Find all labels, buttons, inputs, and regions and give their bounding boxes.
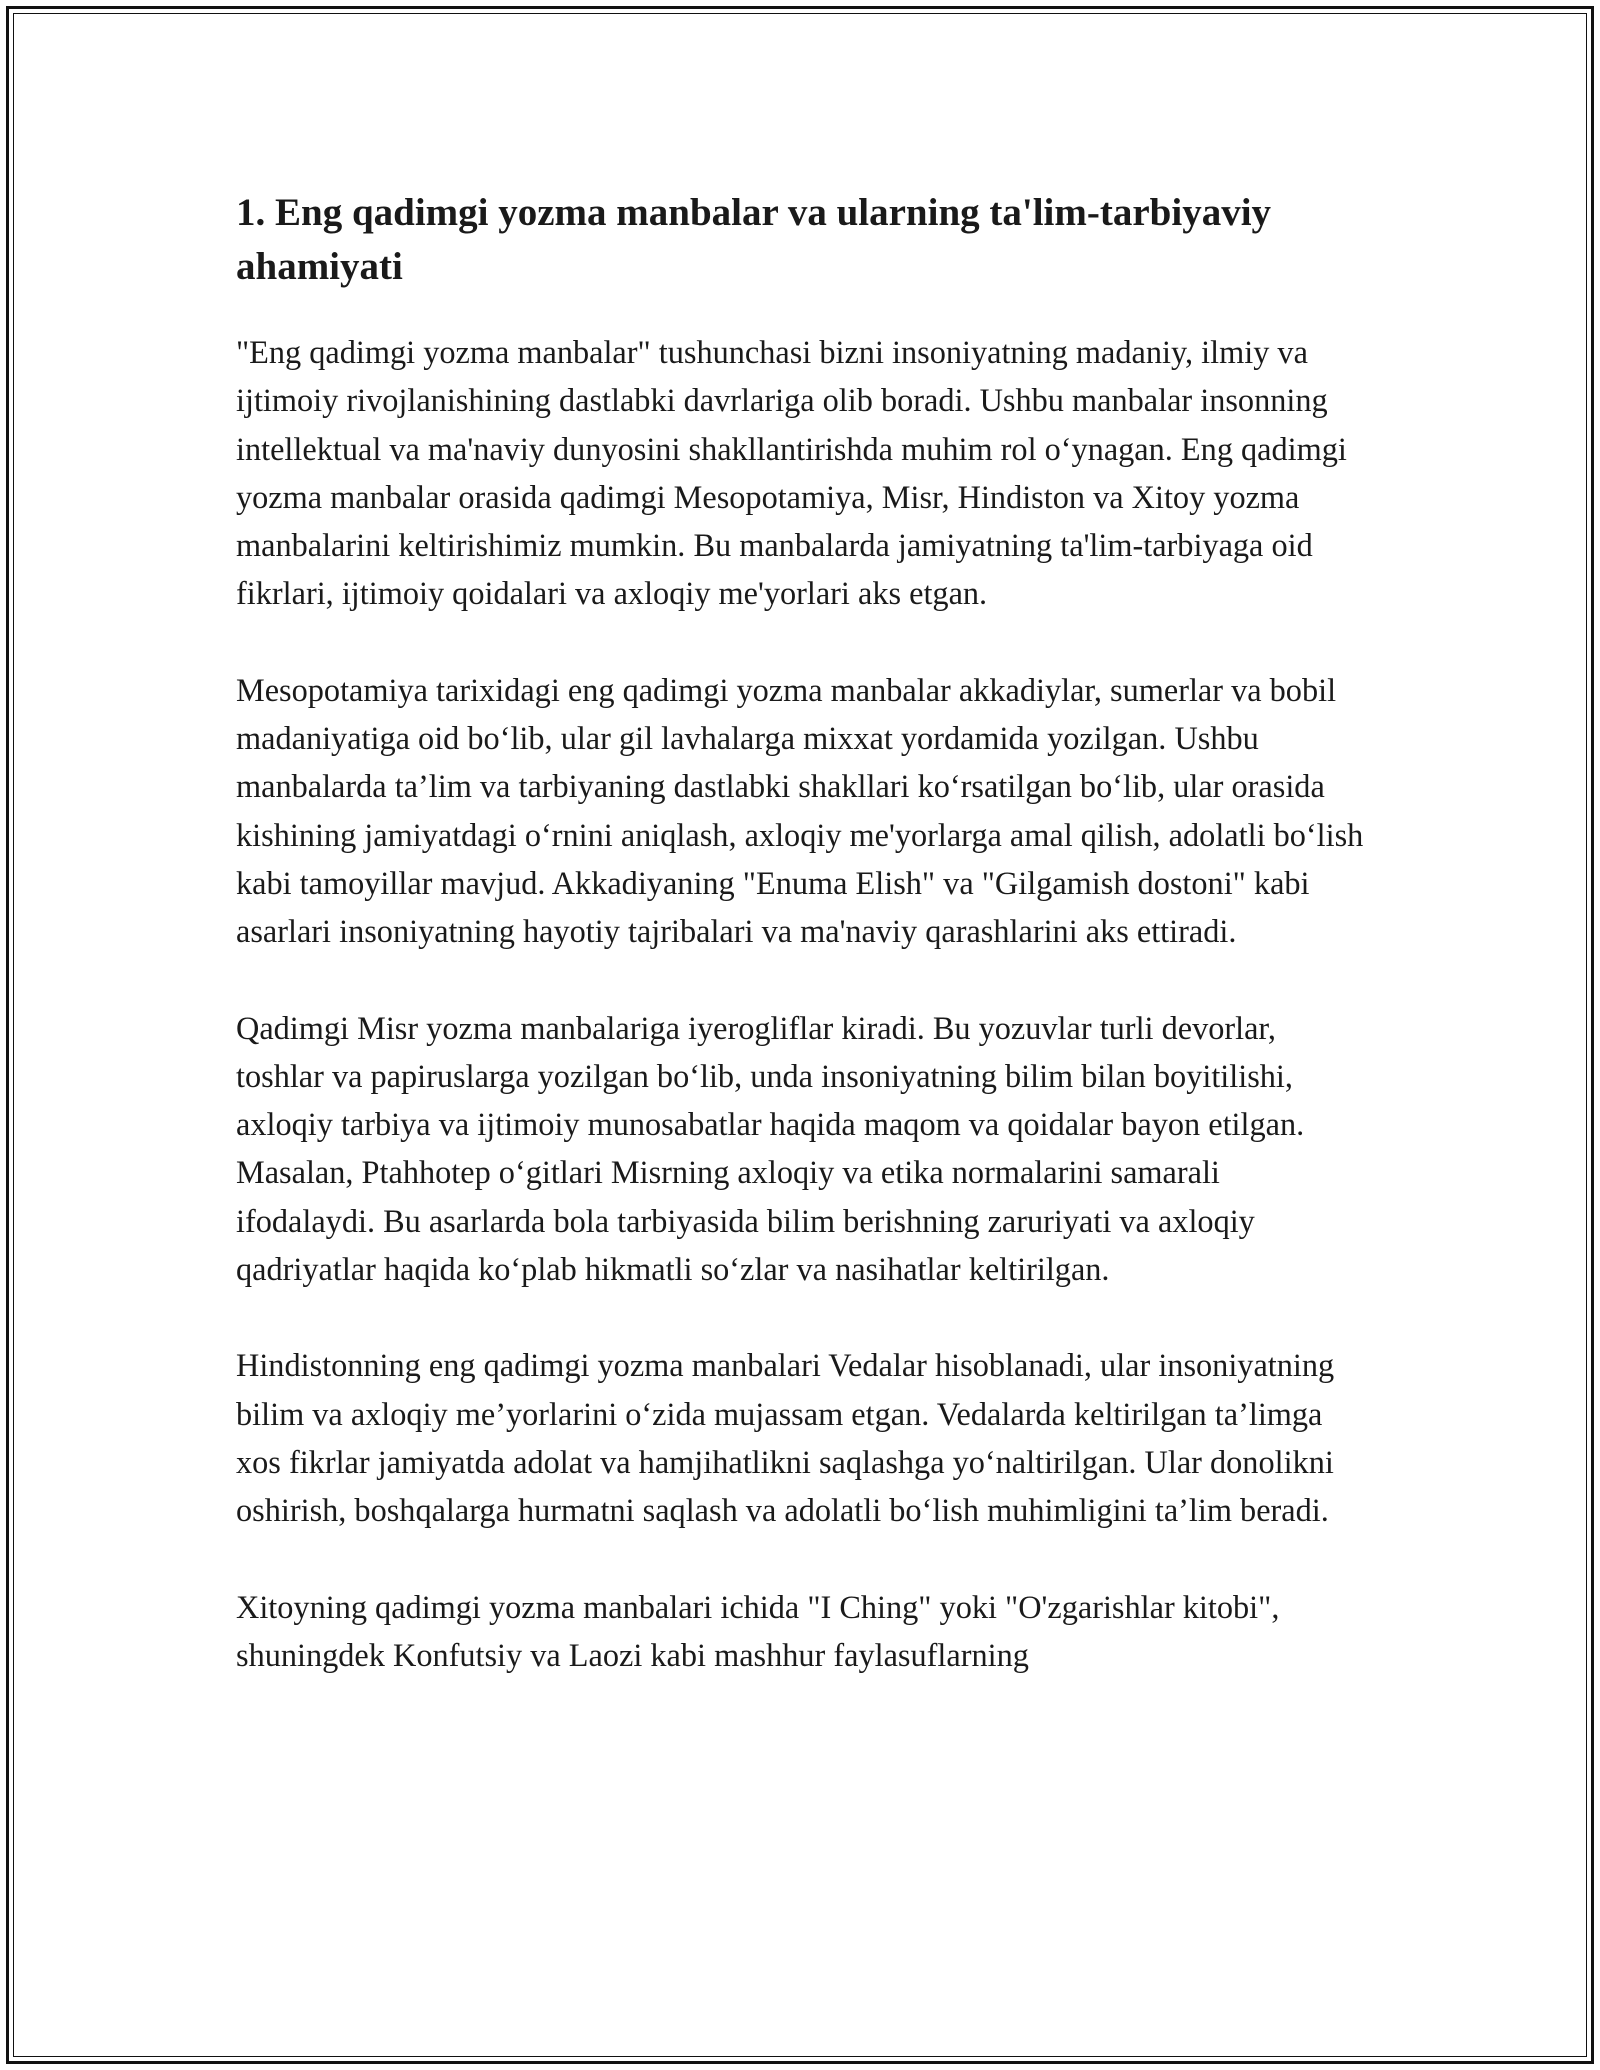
paragraph-china: Xitoyning qadimgi yozma manbalari ichida "I Ching" yoki "O'zgarishlar kitobi", shuningdek Konfutsiy va Laozi kabi mashhur faylasuflarning [236,1588,1280,1673]
paragraph-mesopotamia: Mesopotamiya tarixidagi eng qadimgi yozma manbalar akkadiylar, sumerlar va bobil madaniyatiga oid bo‘lib, ular gil lavhalarga mixxat yordamida yozilgan. Ushbu manbalarda ta’lim va tarbiyaning dastlabki shakllari ko‘rsatilgan bo‘lib, ular orasida kishining jamiyatdagi o‘rnini aniqlash, axloqiy me'yorlarga amal qilish, adolatli bo‘lish kabi tamoyillar mavjud. Akkadiyaning "Enuma Elish" va "Gilgamish dostoni" kabi asarlari insoniyatning hayotiy tajribalari va ma'naviy qarashlarini aks ettiradi. [236,671,1364,950]
section-heading: 1. Eng qadimgi yozma manbalar va ularning ta'lim-tarbiyaviy ahamiyati [236,191,1272,288]
paragraph-egypt: Qadimgi Misr yozma manbalariga iyerogliflar kiradi. Bu yozuvlar turli devorlar, toshlar va papiruslarga yozilgan bo‘lib, unda insoniyatning bilim bilan boyitilishi, axloqiy tarbiya va ijtimoiy munosabatlar haqida maqom va qoidalar bayon etilgan. Masalan, Ptahhotep o‘gitlari Misrning axloqiy va etika normalarini samarali ifodalaydi. Bu asarlarda bola tarbiyasida bilim berishning zaruriyati va axloqiy qadriyatlar haqida ko‘plab hikmatli so‘zlar va nasihatlar keltirilgan. [236,1009,1305,1288]
document-body [236,186,1366,1727]
paragraph-india: Hindistonning eng qadimgi yozma manbalari Vedalar hisoblanadi, ular insoniyatning bilim va axloqiy me’yorlarini o‘zida mujassam etgan. Vedalarda keltirilgan ta’limga xos fikrlar jamiyatda adolat va hamjihatlikni saqlashga yo‘naltirilgan. Ular donolikni oshirish, boshqalarga hurmatni saqlash va adolatli bo‘lish muhimligini ta’lim beradi. [236,1347,1335,1529]
paragraph-intro: "Eng qadimgi yozma manbalar" tushunchasi bizni insoniyatning madaniy, ilmiy va ijtimoiy rivojlanishining dastlabki davrlariga olib boradi. Ushbu manbalar insonning intellektual va ma'naviy dunyosini shakllantirishda muhim rol o‘ynagan. Eng qadimgi yozma manbalar orasida qadimgi Mesopotamiya, Misr, Hindiston va Xitoy yozma manbalarini keltirishimiz mumkin. Bu manbalarda jamiyatning ta'lim-tarbiyaga oid fikrlari, ijtimoiy qoidalari va axloqiy me'yorlari aks etgan. [236,334,1347,612]
